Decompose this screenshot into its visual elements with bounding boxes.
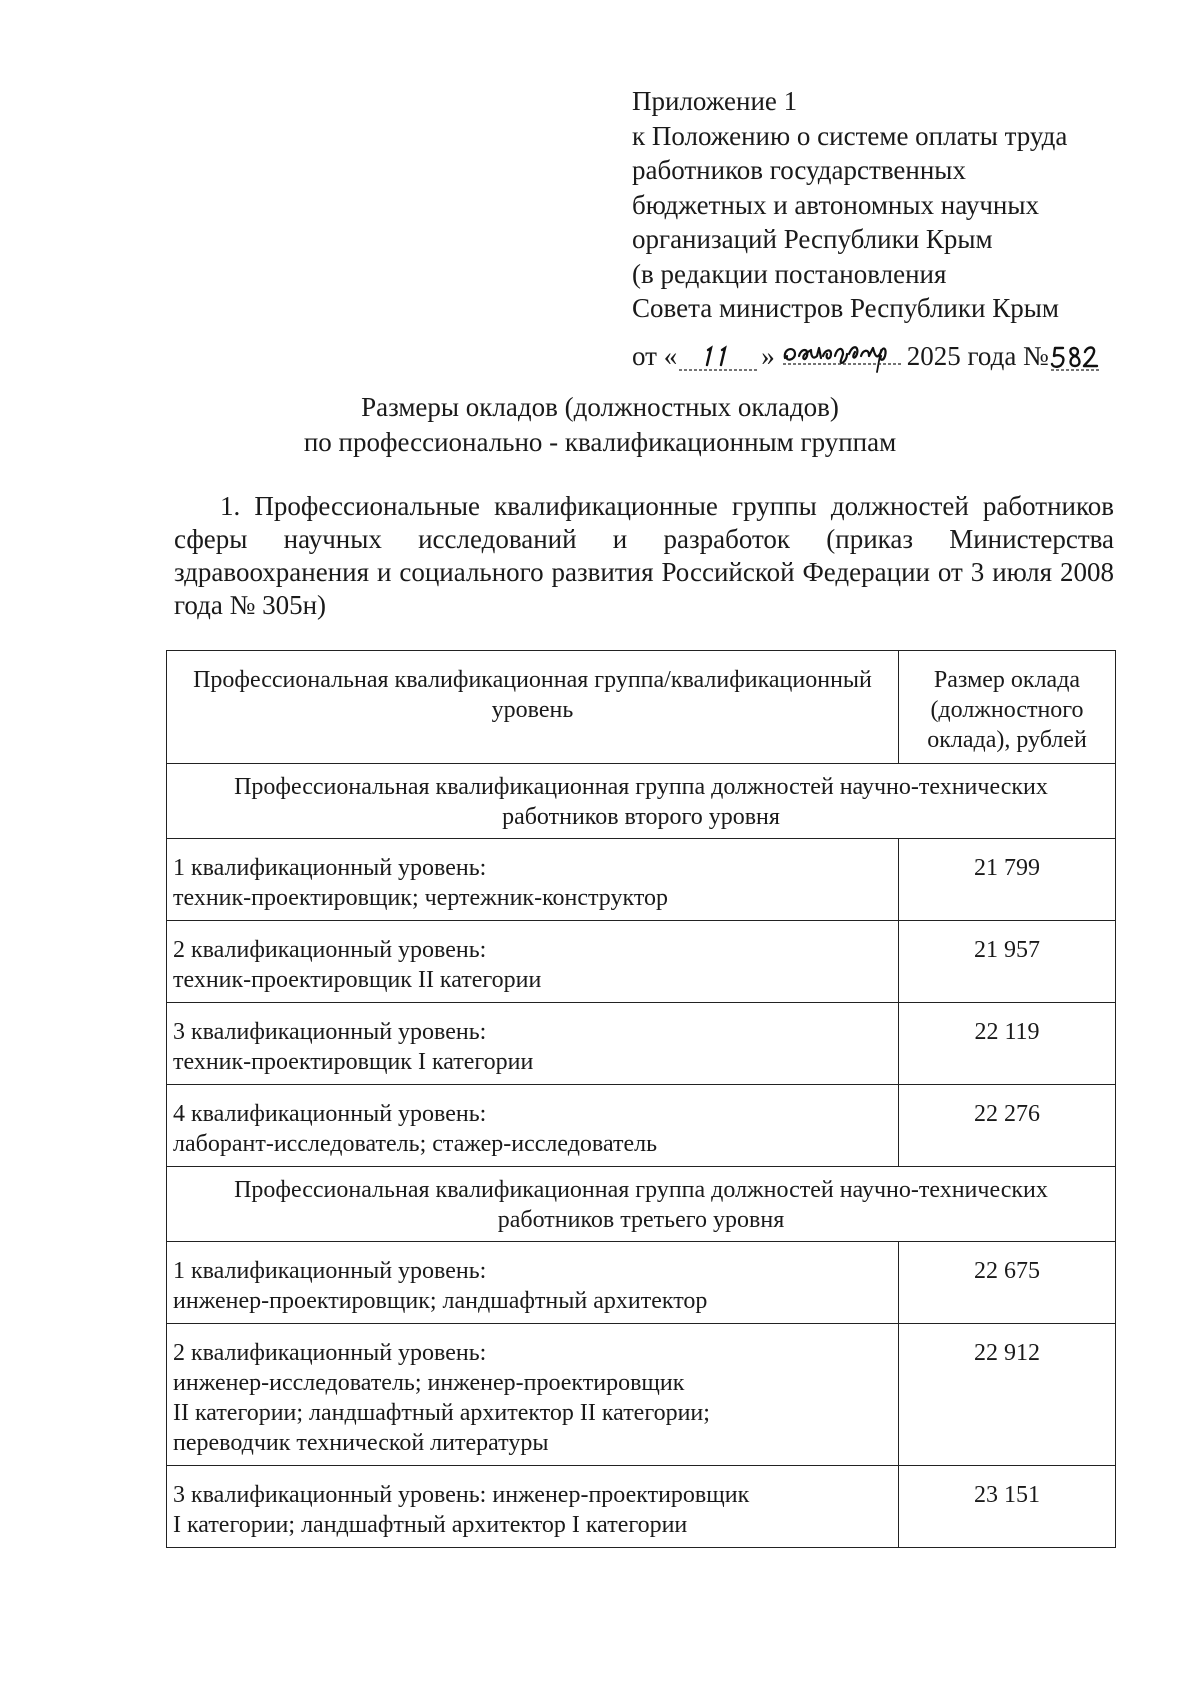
- level-cell: [167, 921, 899, 1003]
- appendix-line: бюджетных и автономных научных: [632, 189, 1039, 220]
- level-positions: I категории; ландшафтный архитектор I категории: [173, 1512, 688, 1538]
- date-prefix: от «: [632, 341, 678, 371]
- section-1-text: 1. Профессиональные квалификационные группы должностей работников сферы научных исследований и разработок (приказ Министерства здравоохранения и социального развития Российской Федерации от 3 июля 2008 года № 305н): [174, 491, 1114, 620]
- level-cell: [167, 839, 899, 921]
- salary-value: 22 119: [899, 1003, 1116, 1085]
- level-cell: [167, 1003, 899, 1085]
- appendix-line: (в редакции постановления: [632, 258, 947, 289]
- level-cell: [167, 1324, 899, 1466]
- table-row: [167, 1466, 1116, 1548]
- salary-value: 21 799: [899, 839, 1116, 921]
- salary-value: 22 675: [899, 1242, 1116, 1324]
- level-label: 3 квалификационный уровень: инженер-проектировщик: [173, 1482, 750, 1508]
- handwritten-number: [1049, 340, 1103, 374]
- table-row: [167, 1085, 1116, 1167]
- level-label: 2 квалификационный уровень:: [173, 1340, 487, 1366]
- level-positions: переводчик технической литературы: [173, 1430, 549, 1456]
- section-1-paragraph: [174, 490, 1114, 622]
- appendix-line: работников государственных: [632, 155, 966, 185]
- group-title: Профессиональная квалификационная группа должностей научно-технических работников второго уровня: [167, 764, 1116, 839]
- table-row: [167, 1003, 1116, 1085]
- group-title: Профессиональная квалификационная группа должностей научно-технических работников третьего уровня: [167, 1167, 1116, 1242]
- handwritten-day: [677, 340, 761, 374]
- salary-value: 23 151: [899, 1466, 1116, 1548]
- appendix-line: Совета министров Республики Крым: [632, 293, 1059, 323]
- level-positions: лаборант-исследователь; стажер-исследователь: [173, 1131, 658, 1157]
- group-row: [167, 1167, 1116, 1242]
- heading-line: Размеры окладов (должностных окладов): [361, 392, 839, 422]
- table-row: [167, 1242, 1116, 1324]
- level-label: 3 квалификационный уровень:: [173, 1019, 487, 1045]
- level-label: 2 квалификационный уровень:: [173, 937, 487, 963]
- salary-value: 22 276: [899, 1085, 1116, 1167]
- level-positions: техник-проектировщик I категории: [173, 1049, 534, 1075]
- appendix-line: организаций Республики Крым: [632, 224, 993, 254]
- level-label: 1 квалификационный уровень:: [173, 1258, 487, 1284]
- group-row: [167, 764, 1116, 839]
- table-row: [167, 839, 1116, 921]
- salary-value: 22 912: [899, 1324, 1116, 1466]
- table-row: [167, 1324, 1116, 1466]
- header-value-cell: Размер оклада (должностного оклада), рублей: [899, 651, 1116, 764]
- level-positions: инженер-проектировщик; ландшафтный архитектор: [173, 1288, 708, 1314]
- salary-table: [166, 650, 1116, 1548]
- table-header-row: [167, 651, 1116, 764]
- level-cell: [167, 1466, 899, 1548]
- appendix-line: к Положению о системе оплаты труда: [632, 120, 1068, 151]
- salary-value: 21 957: [899, 921, 1116, 1003]
- level-label: 1 квалификационный уровень:: [173, 855, 487, 881]
- level-positions: II категории; ландшафтный архитектор II категории;: [173, 1400, 710, 1426]
- date-year: 2025 года №: [906, 341, 1049, 371]
- table-row: [167, 921, 1116, 1003]
- level-label: 4 квалификационный уровень:: [173, 1101, 487, 1127]
- header-name-cell: Профессиональная квалификационная группа/квалификационный уровень: [167, 651, 899, 764]
- heading-line: по профессионально - квалификационным группам: [303, 427, 897, 457]
- appendix-block: [632, 84, 1152, 374]
- level-positions: техник-проектировщик II категории: [173, 967, 542, 993]
- date-mid: »: [761, 341, 775, 371]
- appendix-date-line: [632, 326, 1152, 374]
- level-cell: [167, 1242, 899, 1324]
- level-positions: инженер-исследователь; инженер-проектировщик: [173, 1370, 685, 1396]
- handwritten-month: [781, 326, 907, 374]
- document-heading: [0, 390, 1200, 460]
- level-cell: [167, 1085, 899, 1167]
- appendix-title: Приложение 1: [632, 86, 798, 116]
- level-positions: техник-проектировщик; чертежник-конструктор: [173, 885, 668, 911]
